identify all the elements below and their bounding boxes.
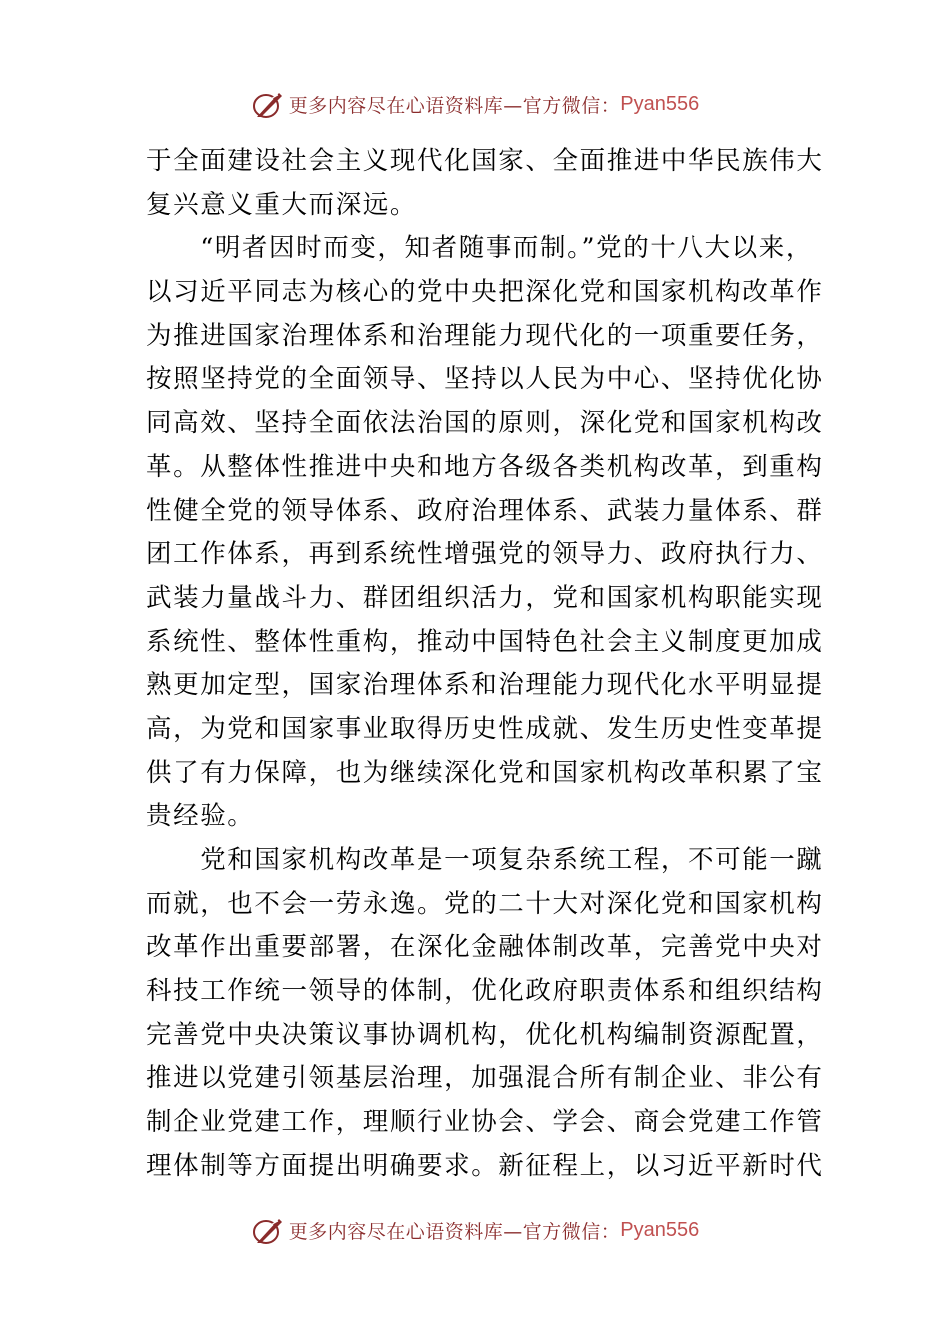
- body-line: 武装力量战斗力、群团组织活力，党和国家机构职能实现: [146, 582, 824, 613]
- body-line: 于全面建设社会主义现代化国家、全面推进中华民族伟大: [146, 146, 824, 176]
- body-line: 制企业党建工作，理顺行业协会、学会、商会党建工作管: [146, 1107, 824, 1138]
- body-line: 系统性、整体性重构，推动中国特色社会主义制度更加成: [146, 626, 824, 657]
- body-line: 理体制等方面提出明确要求。新征程上，以习近平新时代: [146, 1150, 824, 1181]
- body-line: 同高效、坚持全面依法治国的原则，深化党和国家机构改: [146, 408, 824, 439]
- body-line: 为推进国家治理体系和治理能力现代化的一项重要任务，: [146, 320, 824, 351]
- header-banner: [0, 84, 950, 124]
- body-line: 改革作出重要部署，在深化金融体制改革，完善党中央对: [146, 932, 824, 963]
- document-body: [146, 140, 824, 1189]
- body-line: 复兴意义重大而深远。: [146, 189, 418, 220]
- quill-pen-icon: [251, 1213, 285, 1247]
- header-banner-wechat-id: Pyan556: [620, 92, 700, 115]
- body-line: 性健全党的领导体系、政府治理体系、武装力量体系、群: [146, 495, 824, 526]
- body-line: 熟更加定型，国家治理体系和治理能力现代化水平明显提: [146, 670, 824, 701]
- body-line: “明者因时而变，知者随事而制。”党的十八大以来，: [146, 233, 813, 264]
- body-line: 推进以党建引领基层治理，加强混合所有制企业、非公有: [146, 1063, 824, 1094]
- header-banner-text: 更多内容尽在心语资料库—官方微信：: [288, 94, 621, 117]
- footer-banner-wechat-id: Pyan556: [620, 1218, 700, 1241]
- footer-banner: [0, 1210, 950, 1250]
- body-line: 以习近平同志为核心的党中央把深化党和国家机构改革作: [146, 277, 824, 308]
- footer-banner-text: 更多内容尽在心语资料库—官方微信：: [288, 1220, 621, 1243]
- body-line: 革。从整体性推进中央和地方各级各类机构改革，到重构: [146, 451, 824, 482]
- body-line: 而就，也不会一劳永逸。党的二十大对深化党和国家机构: [146, 888, 824, 919]
- body-line: 团工作体系，再到系统性增强党的领导力、政府执行力、: [146, 539, 824, 570]
- body-line: 供了有力保障，也为继续深化党和国家机构改革积累了宝: [146, 757, 824, 788]
- body-line: 贵经验。: [146, 801, 255, 832]
- body-line: 科技工作统一领导的体制，优化政府职责体系和组织结构: [146, 976, 824, 1007]
- body-line: 按照坚持党的全面领导、坚持以人民为中心、坚持优化协: [146, 364, 824, 395]
- body-line: 高，为党和国家事业取得历史性成就、发生历史性变革提: [146, 713, 824, 744]
- body-line: 完善党中央决策议事协调机构，优化机构编制资源配置，: [146, 1019, 824, 1050]
- body-line: 党和国家机构改革是一项复杂系统工程，不可能一蹴: [146, 845, 824, 875]
- quill-pen-icon: [251, 87, 285, 121]
